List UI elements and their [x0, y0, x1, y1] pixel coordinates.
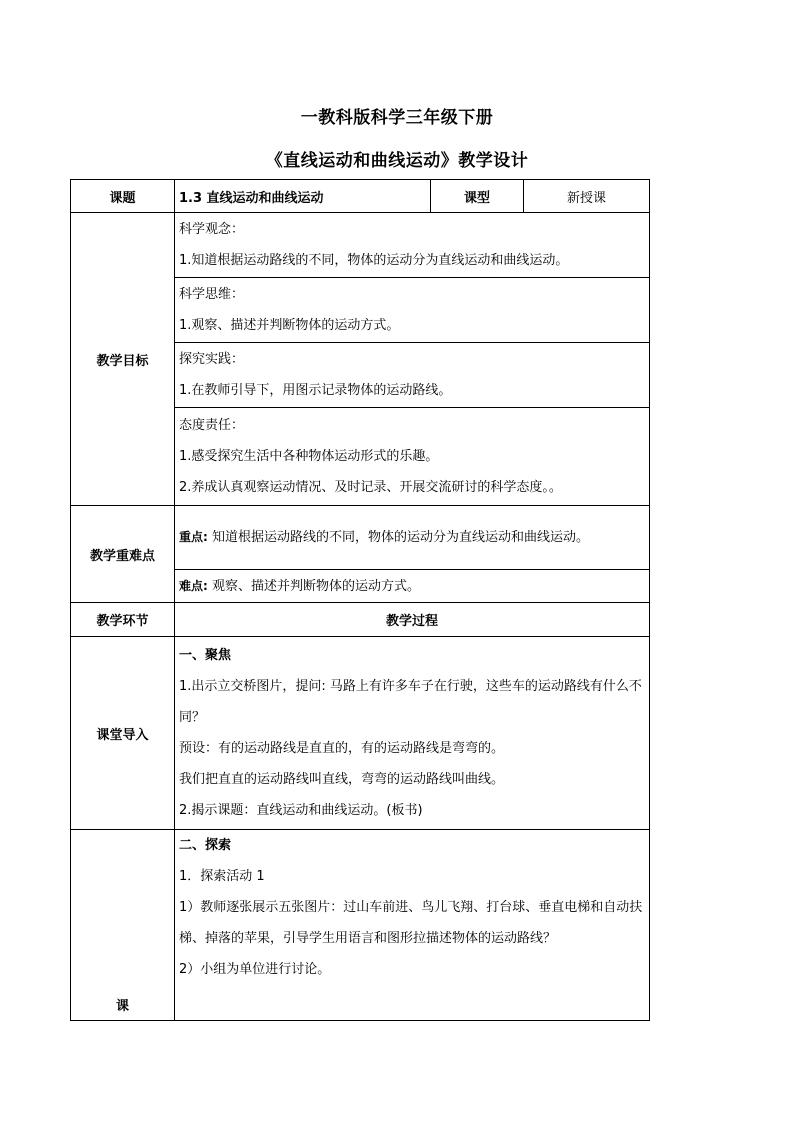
intro-content: [175, 637, 650, 830]
section-heading: 二、探索: [179, 838, 232, 853]
objective-heading: 态度责任：: [179, 418, 245, 433]
explore-label: 课: [71, 830, 175, 1021]
key-point-text: 知道根据运动路线的不同，物体的运动分为直线运动和曲线运动。: [211, 530, 589, 545]
key-point-tag: 重点:: [179, 530, 208, 544]
section-heading: 一、聚焦: [179, 648, 232, 663]
paragraph: 2）小组为单位进行讨论。: [179, 962, 331, 977]
objective-item: 1.知道根据运动路线的不同，物体的运动分为直线运动和曲线运动。: [179, 253, 569, 268]
paragraph: 1）教师逐张展示五张图片：过山车前进、鸟儿飞翔、打台球、垂直电梯和自动扶梯、掉落的苹果，引导学生用语言和图形拉描述物体的运动路线？: [179, 900, 643, 946]
lesson-type-label: 课型: [431, 180, 524, 213]
key-points-row: [71, 506, 650, 570]
lesson-plan-table: [70, 179, 650, 1021]
topic-label: 课题: [71, 180, 175, 213]
objective-item: 2.养成认真观察运动情况、及时记录、开展交流研讨的科学态度。。: [179, 480, 562, 495]
key-points-label: 教学重难点: [71, 506, 175, 603]
intro-row: [71, 637, 650, 830]
topic-row: [71, 180, 650, 213]
objective-item: 1.感受探究生活中各种物体运动形式的乐趣。: [179, 449, 439, 464]
document-title-line2: 《直线运动和曲线运动》教学设计: [265, 151, 529, 171]
paragraph: 2.揭示课题：直线运动和曲线运动。(板书): [179, 803, 423, 818]
key-point-cell: [175, 506, 650, 570]
paragraph: 我们把直直的运动路线叫直线，弯弯的运动路线叫曲线。: [179, 772, 505, 787]
lesson-type-value: 新授课: [524, 180, 650, 213]
difficult-point-text: 观察、描述并判断物体的运动方式。: [211, 578, 420, 594]
objective-heading: 科学观念：: [179, 222, 245, 237]
objective-group: [175, 278, 650, 343]
paragraph: 1．探索活动 1: [179, 869, 265, 884]
objective-heading: 科学思维：: [179, 287, 245, 302]
objective-item: 1.在教师引导下，用图示记录物体的运动路线。: [179, 383, 452, 398]
objective-item: 1.观察、描述并判断物体的运动方式。: [179, 318, 400, 333]
objective-group: [175, 343, 650, 408]
paragraph: 预设：有的运动路线是直直的，有的运动路线是弯弯的。: [179, 741, 505, 756]
process-stage-header: 教学环节: [71, 603, 175, 637]
explore-content: [175, 830, 650, 1021]
process-content-header: 教学过程: [175, 603, 650, 637]
topic-value: 1.3 直线运动和曲线运动: [175, 180, 431, 213]
paragraph: 1.出示立交桥图片，提问: 马路上有许多车子在行驶，这些车的运动路线有什么不同？: [179, 679, 642, 725]
objective-group: [175, 408, 650, 506]
objective-group: [175, 213, 650, 278]
objectives-label: 教学目标: [71, 213, 175, 506]
difficult-point-cell: [175, 570, 650, 603]
document-title-line1: 一教科版科学三年级下册: [300, 108, 494, 128]
difficult-point-tag: 难点:: [179, 578, 208, 593]
objectives-row: [71, 213, 650, 278]
explore-row: [71, 830, 650, 1021]
intro-label: 课堂导入: [71, 637, 175, 830]
process-header-row: [71, 603, 650, 637]
objective-heading: 探究实践：: [179, 352, 245, 367]
